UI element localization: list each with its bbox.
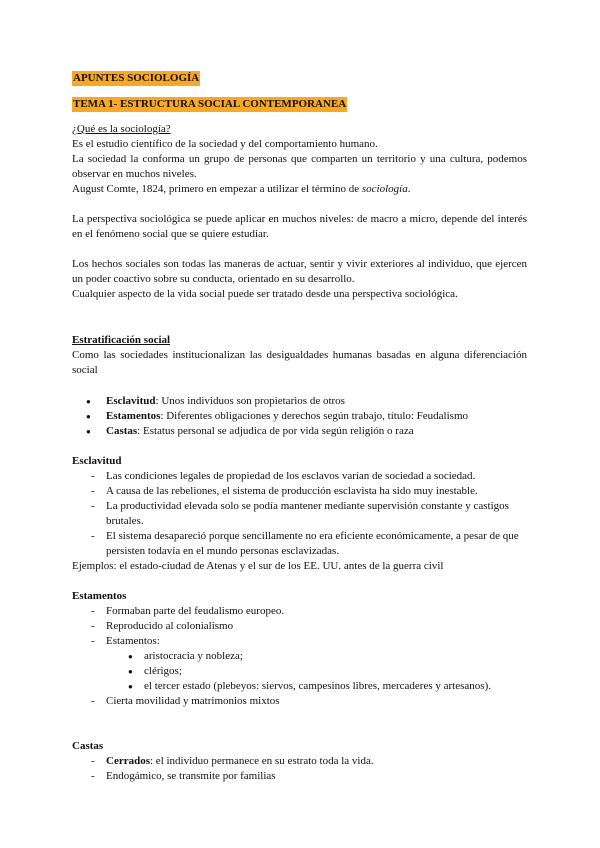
list-item: ● el tercer estado (plebeyos: siervos, campesinos libres, mercaderes y artesanos). (72, 679, 527, 694)
social-facts-paragraph: Los hechos sociales son todas las maneras de actuar, sentir y vivir exteriores al individuo, que ejercen un poder coactivo sobre su conducta, orientado en su desarrollo. (72, 258, 527, 285)
term-sociologia: sociología (361, 183, 408, 195)
list-item: ● Esclavitud: Unos individuos son propietarios de otros (72, 394, 527, 409)
castes-heading: Castas (72, 740, 104, 752)
list-item: - Cierta movilidad y matrimonios mixtos (72, 694, 527, 709)
list-item: ● clérigos; (72, 664, 527, 679)
list-item: - Las condiciones legales de propiedad de los esclavos varían de sociedad a sociedad. (72, 469, 527, 484)
estates-list (72, 604, 527, 649)
list-item: - El sistema desapareció porque sencillamente no era eficiente económicamente, a pesar de que persisten todavía en el mundo personas esclavizadas. (72, 529, 527, 559)
document-body (72, 71, 527, 784)
list-item: - A causa de las rebeliones, el sistema de producción esclavista ha sido muy inestable. (72, 484, 527, 499)
list-item: ● Estamentos: Diferentes obligaciones y derechos según trabajo, título: Feudalismo (72, 409, 527, 424)
castes-list (72, 754, 527, 784)
list-item: ● Castas: Estatus personal se adjudica de por vida según religión o raza (72, 424, 527, 439)
estates-sublist (72, 649, 527, 694)
stratification-list (72, 394, 527, 439)
topic-heading: TEMA 1- ESTRUCTURA SOCIAL CONTEMPORANEA (73, 98, 347, 110)
stratification-text: Como las sociedades institucionalizan las desigualdades humanas basadas en alguna diferenciación social (72, 349, 527, 376)
intro-definition: Es el estudio científico de la sociedad y del comportamiento humano. (72, 138, 378, 150)
intro-question: ¿Qué es la sociología? (72, 123, 171, 135)
document-title: APUNTES SOCIOLOGÍA (73, 72, 200, 84)
slavery-heading: Esclavitud (72, 455, 122, 467)
social-life-paragraph: Cualquier aspecto de la vida social puede ser tratado desde una perspectiva sociológica. (72, 288, 458, 300)
slavery-list (72, 469, 527, 559)
intro-comte: August Comte, 1824, primero en empezar a utilizar el término de sociología. (72, 183, 411, 195)
intro-society: La sociedad la conforma un grupo de personas que comparten un territorio y una cultura, podemos observar en muchos niveles. (72, 153, 527, 180)
list-item: - La productividad elevada solo se podía mantener mediante supervisión constante y castigos brutales. (72, 499, 527, 529)
list-item: - Endogámico, se transmite por familias (72, 769, 527, 784)
list-item: - Cerrados: el individuo permanece en su estrato toda la vida. (72, 754, 527, 769)
list-item: - Estamentos: (72, 634, 527, 649)
list-item: - Reproducido al colonialismo (72, 619, 527, 634)
estates-list-end (72, 694, 527, 709)
list-item: ● aristocracia y nobleza; (72, 649, 527, 664)
list-item: - Formaban parte del feudalismo europeo. (72, 604, 527, 619)
estates-heading: Estamentos (72, 590, 127, 602)
stratification-heading: Estratificación social (72, 334, 171, 346)
slavery-examples: Ejemplos: el estado-ciudad de Atenas y el sur de los EE. UU. antes de la guerra civil (72, 560, 444, 572)
perspective-paragraph: La perspectiva sociológica se puede aplicar en muchos niveles: de macro a micro, depende del interés en el fenómeno social que se quiere estudiar. (72, 213, 527, 240)
